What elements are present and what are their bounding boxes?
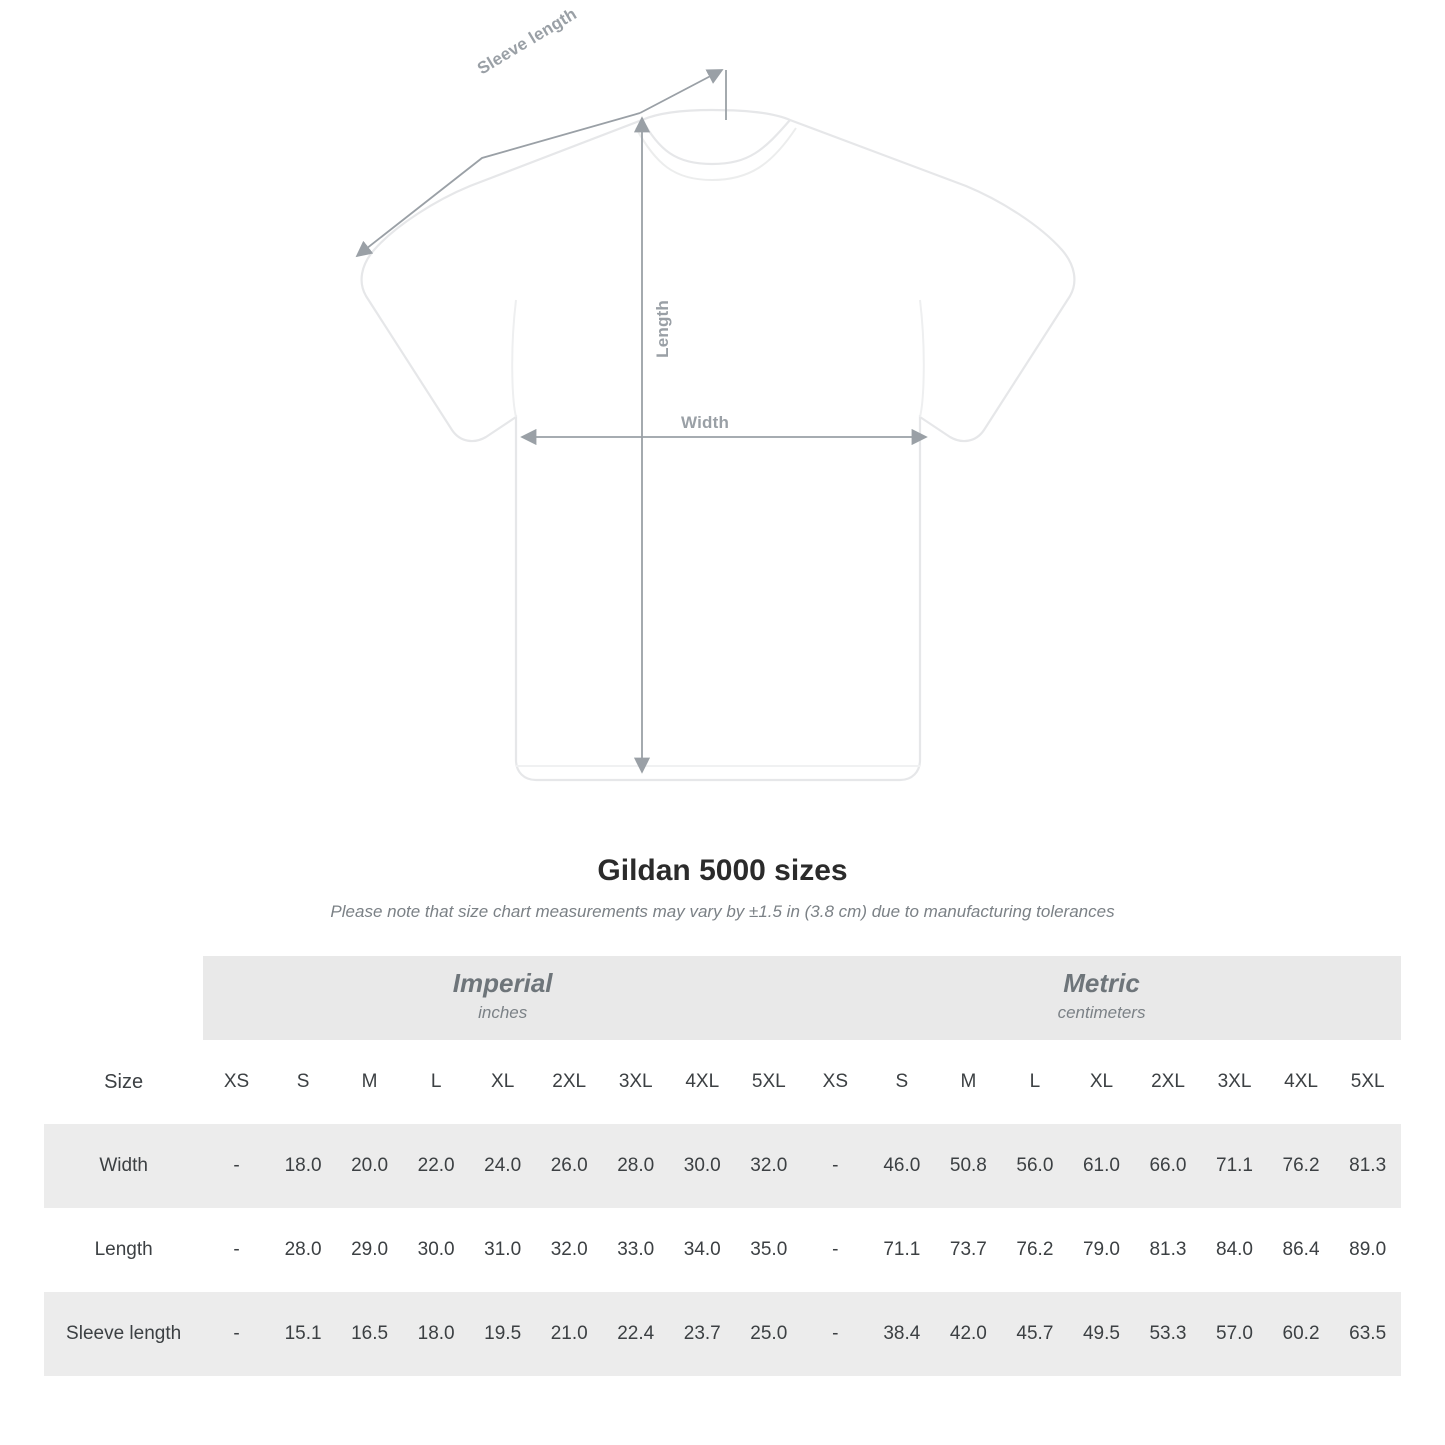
cell-length-imperial-m: 29.0	[336, 1208, 403, 1292]
size-header-imperial-m: M	[336, 1040, 403, 1124]
size-header-metric-4xl: 4XL	[1268, 1040, 1335, 1124]
cell-width-imperial-4xl: 30.0	[669, 1124, 736, 1208]
cell-sleeve-metric-2xl: 53.3	[1135, 1292, 1202, 1376]
cell-sleeve-imperial-m: 16.5	[336, 1292, 403, 1376]
size-header-imperial-l: L	[403, 1040, 470, 1124]
cell-width-imperial-xl: 24.0	[469, 1124, 536, 1208]
table-row	[44, 1124, 1401, 1208]
cell-width-imperial-l: 22.0	[403, 1124, 470, 1208]
size-header-imperial-xs: XS	[203, 1040, 270, 1124]
chart-subtitle: Please note that size chart measurements may vary by ±1.5 in (3.8 cm) due to manufacturing tolerances	[330, 902, 1115, 921]
row-label-width: Width	[44, 1124, 203, 1208]
tshirt-shape	[362, 110, 1075, 780]
size-header-row	[44, 1040, 1401, 1124]
cell-width-imperial-3xl: 28.0	[602, 1124, 669, 1208]
cell-sleeve-metric-4xl: 60.2	[1268, 1292, 1335, 1376]
cell-sleeve-imperial-l: 18.0	[403, 1292, 470, 1376]
cell-width-metric-xl: 61.0	[1068, 1124, 1135, 1208]
length-label: Length	[653, 300, 672, 358]
size-header-metric-xs: XS	[802, 1040, 869, 1124]
unit-group-imperial	[203, 956, 802, 1040]
table-row	[44, 1292, 1401, 1376]
cell-width-metric-xs: -	[802, 1124, 869, 1208]
cell-length-metric-l: 76.2	[1002, 1208, 1069, 1292]
cell-width-metric-4xl: 76.2	[1268, 1124, 1335, 1208]
cell-sleeve-imperial-3xl: 22.4	[602, 1292, 669, 1376]
unit-group-metric-name: Metric	[1063, 968, 1140, 999]
cell-width-imperial-m: 20.0	[336, 1124, 403, 1208]
cell-width-metric-m: 50.8	[935, 1124, 1002, 1208]
cell-sleeve-metric-s: 38.4	[869, 1292, 936, 1376]
cell-length-metric-s: 71.1	[869, 1208, 936, 1292]
width-label: Width	[681, 413, 730, 432]
cell-sleeve-imperial-5xl: 25.0	[736, 1292, 803, 1376]
size-header-metric-2xl: 2XL	[1135, 1040, 1202, 1124]
cell-sleeve-imperial-2xl: 21.0	[536, 1292, 603, 1376]
cell-length-metric-4xl: 86.4	[1268, 1208, 1335, 1292]
cell-length-metric-5xl: 89.0	[1334, 1208, 1401, 1292]
cell-sleeve-metric-3xl: 57.0	[1201, 1292, 1268, 1376]
cell-width-imperial-xs: -	[203, 1124, 270, 1208]
cell-width-metric-s: 46.0	[869, 1124, 936, 1208]
unit-group-imperial-sub: inches	[478, 1003, 528, 1023]
cell-length-metric-m: 73.7	[935, 1208, 1002, 1292]
cell-sleeve-imperial-s: 15.1	[270, 1292, 337, 1376]
cell-sleeve-metric-5xl: 63.5	[1334, 1292, 1401, 1376]
cell-sleeve-imperial-xs: -	[203, 1292, 270, 1376]
cell-width-imperial-5xl: 32.0	[736, 1124, 803, 1208]
cell-length-metric-xl: 79.0	[1068, 1208, 1135, 1292]
unit-row-corner	[44, 956, 203, 1040]
cell-width-metric-l: 56.0	[1002, 1124, 1069, 1208]
table-row	[44, 1208, 1401, 1292]
cell-width-metric-2xl: 66.0	[1135, 1124, 1202, 1208]
unit-group-metric	[802, 956, 1401, 1040]
cell-width-metric-3xl: 71.1	[1201, 1124, 1268, 1208]
sleeve-length-label: Sleeve length	[474, 4, 580, 79]
cell-width-metric-5xl: 81.3	[1334, 1124, 1401, 1208]
cell-length-imperial-s: 28.0	[270, 1208, 337, 1292]
unit-group-metric-sub: centimeters	[1057, 1003, 1146, 1023]
size-header-imperial-xl: XL	[469, 1040, 536, 1124]
cell-length-imperial-4xl: 34.0	[669, 1208, 736, 1292]
size-header-metric-5xl: 5XL	[1334, 1040, 1401, 1124]
row-label-length: Length	[44, 1208, 203, 1292]
cell-sleeve-metric-l: 45.7	[1002, 1292, 1069, 1376]
cell-length-metric-3xl: 84.0	[1201, 1208, 1268, 1292]
unit-group-row	[44, 956, 1401, 1040]
cell-sleeve-imperial-4xl: 23.7	[669, 1292, 736, 1376]
unit-group-imperial-name: Imperial	[452, 968, 553, 999]
cell-width-imperial-s: 18.0	[270, 1124, 337, 1208]
size-header-metric-l: L	[1002, 1040, 1069, 1124]
size-table-wrapper	[44, 956, 1401, 1376]
cell-length-imperial-xs: -	[203, 1208, 270, 1292]
cell-length-metric-2xl: 81.3	[1135, 1208, 1202, 1292]
cell-length-imperial-3xl: 33.0	[602, 1208, 669, 1292]
size-header-imperial-s: S	[270, 1040, 337, 1124]
size-table	[44, 956, 1401, 1376]
row-label-sleeve-length: Sleeve length	[44, 1292, 203, 1376]
cell-length-metric-xs: -	[802, 1208, 869, 1292]
size-header-metric-xl: XL	[1068, 1040, 1135, 1124]
size-header-imperial-3xl: 3XL	[602, 1040, 669, 1124]
size-header-imperial-2xl: 2XL	[536, 1040, 603, 1124]
size-header-label: Size	[44, 1040, 203, 1124]
cell-sleeve-metric-xl: 49.5	[1068, 1292, 1135, 1376]
title-block	[0, 854, 1445, 922]
cell-sleeve-imperial-xl: 19.5	[469, 1292, 536, 1376]
chart-title: Gildan 5000 sizes	[597, 854, 848, 887]
cell-length-imperial-2xl: 32.0	[536, 1208, 603, 1292]
size-header-imperial-4xl: 4XL	[669, 1040, 736, 1124]
size-header-metric-s: S	[869, 1040, 936, 1124]
size-header-metric-m: M	[935, 1040, 1002, 1124]
cell-sleeve-metric-m: 42.0	[935, 1292, 1002, 1376]
cell-width-imperial-2xl: 26.0	[536, 1124, 603, 1208]
cell-length-imperial-l: 30.0	[403, 1208, 470, 1292]
size-header-metric-3xl: 3XL	[1201, 1040, 1268, 1124]
size-header-imperial-5xl: 5XL	[736, 1040, 803, 1124]
cell-length-imperial-xl: 31.0	[469, 1208, 536, 1292]
cell-length-imperial-5xl: 35.0	[736, 1208, 803, 1292]
cell-sleeve-metric-xs: -	[802, 1292, 869, 1376]
